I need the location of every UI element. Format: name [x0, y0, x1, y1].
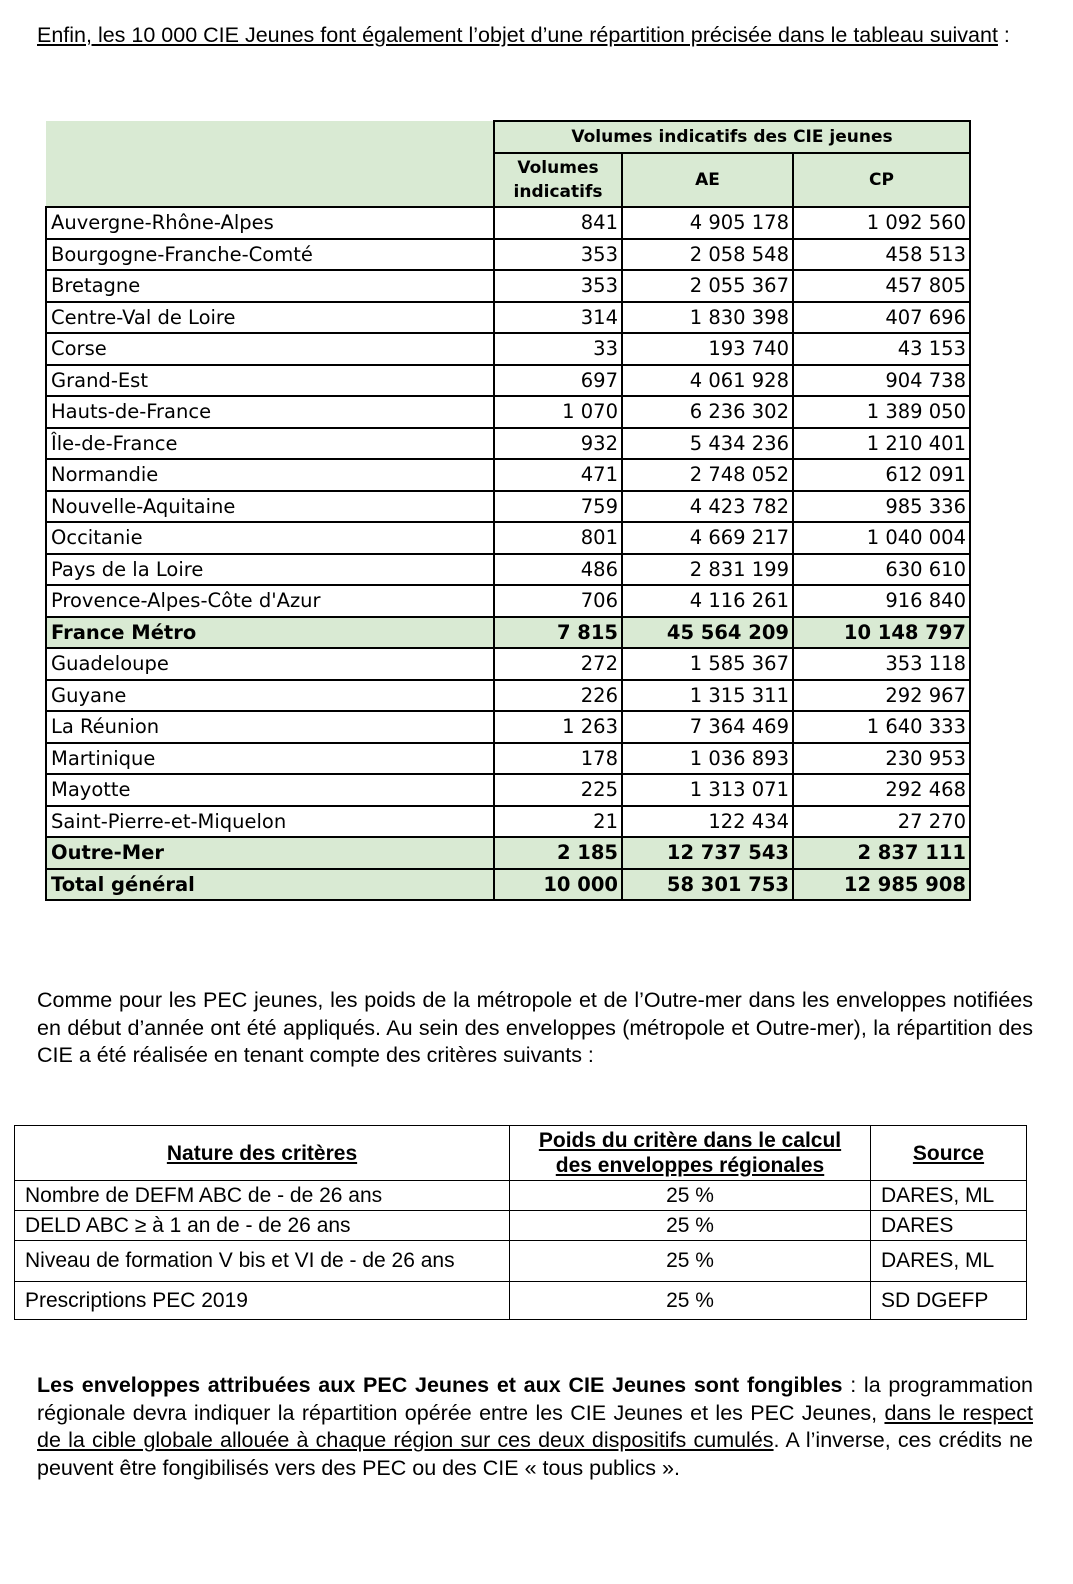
region-label: La Réunion: [46, 711, 494, 743]
ae-cell: 1 313 071: [622, 774, 793, 806]
cp-cell: 2 837 111: [793, 837, 970, 869]
region-label: France Métro: [46, 617, 494, 649]
ae-cell: 2 831 199: [622, 554, 793, 586]
region-label: Total général: [46, 869, 494, 901]
cp-cell: 630 610: [793, 554, 970, 586]
ae-cell: 1 315 311: [622, 680, 793, 712]
criteria-source: DARES: [871, 1211, 1027, 1241]
criteria-weight: 25 %: [510, 1181, 871, 1211]
volume-cell: 1 263: [494, 711, 622, 743]
col-header-cp: CP: [793, 153, 970, 207]
ae-cell: 4 669 217: [622, 522, 793, 554]
region-label: Hauts-de-France: [46, 396, 494, 428]
ae-cell: 7 364 469: [622, 711, 793, 743]
cp-cell: 458 513: [793, 239, 970, 271]
cp-cell: 230 953: [793, 743, 970, 775]
region-row: [46, 711, 970, 743]
cp-cell: 904 738: [793, 365, 970, 397]
intro-underlined-text: Enfin, les 10 000 CIE Jeunes font également l’objet d’une répartition précisée dans le tableau suivant: [37, 23, 998, 47]
criteria-row: [15, 1181, 1027, 1211]
region-row: [46, 648, 970, 680]
criteria-row: [15, 1282, 1027, 1320]
cp-cell: 1 092 560: [793, 207, 970, 239]
ae-cell: 4 905 178: [622, 207, 793, 239]
fongibility-paragraph: [37, 1372, 1033, 1482]
cp-cell: 43 153: [793, 333, 970, 365]
fongibility-bold: Les enveloppes attribuées aux PEC Jeunes et aux CIE Jeunes sont fongibles: [37, 1373, 843, 1397]
criteria-source: SD DGEFP: [871, 1282, 1027, 1320]
ae-cell: 193 740: [622, 333, 793, 365]
total-row: [46, 617, 970, 649]
region-label: Bourgogne-Franche-Comté: [46, 239, 494, 271]
criteria-header-row: [15, 1126, 1027, 1181]
criteria-row: [15, 1241, 1027, 1282]
col-header-volumes: Volumes indicatifs: [494, 153, 622, 207]
region-label: Mayotte: [46, 774, 494, 806]
criteria-weight: 25 %: [510, 1211, 871, 1241]
cp-cell: 612 091: [793, 459, 970, 491]
volume-cell: 7 815: [494, 617, 622, 649]
fongibility-text-2: . A l’inverse, ces crédits ne peuvent être fongibilisés vers des PEC ou des CIE « tous publics ».: [37, 1428, 1033, 1480]
region-row: [46, 491, 970, 523]
criteria-table: [14, 1125, 1027, 1320]
header-nature: Nature des critères: [15, 1126, 510, 1181]
volume-cell: 33: [494, 333, 622, 365]
ae-cell: 2 055 367: [622, 270, 793, 302]
cp-cell: 1 040 004: [793, 522, 970, 554]
total-row: [46, 837, 970, 869]
ae-cell: 5 434 236: [622, 428, 793, 460]
region-label: Corse: [46, 333, 494, 365]
region-row: [46, 743, 970, 775]
cp-cell: 292 468: [793, 774, 970, 806]
region-row: [46, 333, 970, 365]
volume-cell: 706: [494, 585, 622, 617]
volume-cell: 932: [494, 428, 622, 460]
volume-cell: 697: [494, 365, 622, 397]
volume-cell: 1 070: [494, 396, 622, 428]
region-row: [46, 207, 970, 239]
criteria-intro-paragraph: Comme pour les PEC jeunes, les poids de la métropole et de l’Outre-mer dans les enveloppes notifiées en début d’année ont été appliqués. Au sein des enveloppes (métropole et Outre-mer), la répartition des CIE a été réalisée en tenant compte des critères suivants :: [37, 988, 1033, 1067]
volume-cell: 10 000: [494, 869, 622, 901]
volume-cell: 471: [494, 459, 622, 491]
total-row: [46, 869, 970, 901]
cp-cell: 353 118: [793, 648, 970, 680]
volume-cell: 314: [494, 302, 622, 334]
volume-cell: 21: [494, 806, 622, 838]
volume-cell: 759: [494, 491, 622, 523]
criteria-name: Prescriptions PEC 2019: [15, 1282, 510, 1320]
region-row: [46, 365, 970, 397]
ae-cell: 12 737 543: [622, 837, 793, 869]
volume-cell: 353: [494, 270, 622, 302]
col-header-ae: AE: [622, 153, 793, 207]
table-group-header-row: [46, 121, 970, 153]
cp-cell: 12 985 908: [793, 869, 970, 901]
ae-cell: 4 116 261: [622, 585, 793, 617]
cp-cell: 457 805: [793, 270, 970, 302]
table-column-header-row: [46, 153, 970, 207]
region-row: [46, 806, 970, 838]
region-row: [46, 522, 970, 554]
region-row: [46, 239, 970, 271]
ae-cell: 1 036 893: [622, 743, 793, 775]
cp-cell: 985 336: [793, 491, 970, 523]
region-row: [46, 459, 970, 491]
ae-cell: 122 434: [622, 806, 793, 838]
cp-cell: 916 840: [793, 585, 970, 617]
cp-cell: 407 696: [793, 302, 970, 334]
region-row: [46, 585, 970, 617]
region-label: Nouvelle-Aquitaine: [46, 491, 494, 523]
region-label: Saint-Pierre-et-Miquelon: [46, 806, 494, 838]
region-label: Guyane: [46, 680, 494, 712]
ae-cell: 2 058 548: [622, 239, 793, 271]
criteria-name: Nombre de DEFM ABC de - de 26 ans: [15, 1181, 510, 1211]
volume-cell: 178: [494, 743, 622, 775]
region-label: Normandie: [46, 459, 494, 491]
region-row: [46, 774, 970, 806]
region-row: [46, 680, 970, 712]
ae-cell: 1 585 367: [622, 648, 793, 680]
volume-cell: 225: [494, 774, 622, 806]
volume-cell: 2 185: [494, 837, 622, 869]
cp-cell: 1 389 050: [793, 396, 970, 428]
fongibility-text-1: : la programmation régionale devra indiquer la répartition opérée entre les CIE Jeunes et les PEC Jeunes,: [37, 1373, 1033, 1425]
ae-cell: 6 236 302: [622, 396, 793, 428]
region-row: [46, 302, 970, 334]
region-row: [46, 428, 970, 460]
volume-cell: 272: [494, 648, 622, 680]
volume-cell: 226: [494, 680, 622, 712]
header-poids: Poids du critère dans le calcul des enveloppes régionales: [510, 1126, 871, 1181]
cp-cell: 1 640 333: [793, 711, 970, 743]
criteria-name: DELD ABC ≥ à 1 an de - de 26 ans: [15, 1211, 510, 1241]
cp-cell: 10 148 797: [793, 617, 970, 649]
region-label: Bretagne: [46, 270, 494, 302]
intro-paragraph: [37, 22, 1033, 50]
volume-cell: 353: [494, 239, 622, 271]
ae-cell: 4 061 928: [622, 365, 793, 397]
volume-cell: 801: [494, 522, 622, 554]
header-source: Source: [871, 1126, 1027, 1181]
region-label: Grand-Est: [46, 365, 494, 397]
region-label: Pays de la Loire: [46, 554, 494, 586]
region-label: Guadeloupe: [46, 648, 494, 680]
criteria-row: [15, 1211, 1027, 1241]
region-row: [46, 554, 970, 586]
criteria-source: DARES, ML: [871, 1241, 1027, 1282]
fongibility-underlined: dans le respect de la cible globale allouée à chaque région sur ces deux dispositifs cumulés: [37, 1400, 1034, 1452]
region-label: Provence-Alpes-Côte d'Azur: [46, 585, 494, 617]
group-header: Volumes indicatifs des CIE jeunes: [494, 121, 970, 153]
ae-cell: 58 301 753: [622, 869, 793, 901]
criteria-weight: 25 %: [510, 1241, 871, 1282]
cp-cell: 292 967: [793, 680, 970, 712]
ae-cell: 2 748 052: [622, 459, 793, 491]
volume-cell: 841: [494, 207, 622, 239]
cie-jeunes-volumes-table: [45, 120, 971, 901]
region-label: Outre-Mer: [46, 837, 494, 869]
criteria-name: Niveau de formation V bis et VI de - de 26 ans: [15, 1241, 510, 1282]
ae-cell: 45 564 209: [622, 617, 793, 649]
criteria-source: DARES, ML: [871, 1181, 1027, 1211]
region-row: [46, 396, 970, 428]
region-label: Auvergne-Rhône-Alpes: [46, 207, 494, 239]
cp-cell: 1 210 401: [793, 428, 970, 460]
intro-tail: :: [997, 23, 1010, 47]
criteria-weight: 25 %: [510, 1282, 871, 1320]
cp-cell: 27 270: [793, 806, 970, 838]
region-label: Martinique: [46, 743, 494, 775]
region-label: Centre-Val de Loire: [46, 302, 494, 334]
region-row: [46, 270, 970, 302]
ae-cell: 1 830 398: [622, 302, 793, 334]
region-label: Occitanie: [46, 522, 494, 554]
volume-cell: 486: [494, 554, 622, 586]
ae-cell: 4 423 782: [622, 491, 793, 523]
region-label: Île-de-France: [46, 428, 494, 460]
